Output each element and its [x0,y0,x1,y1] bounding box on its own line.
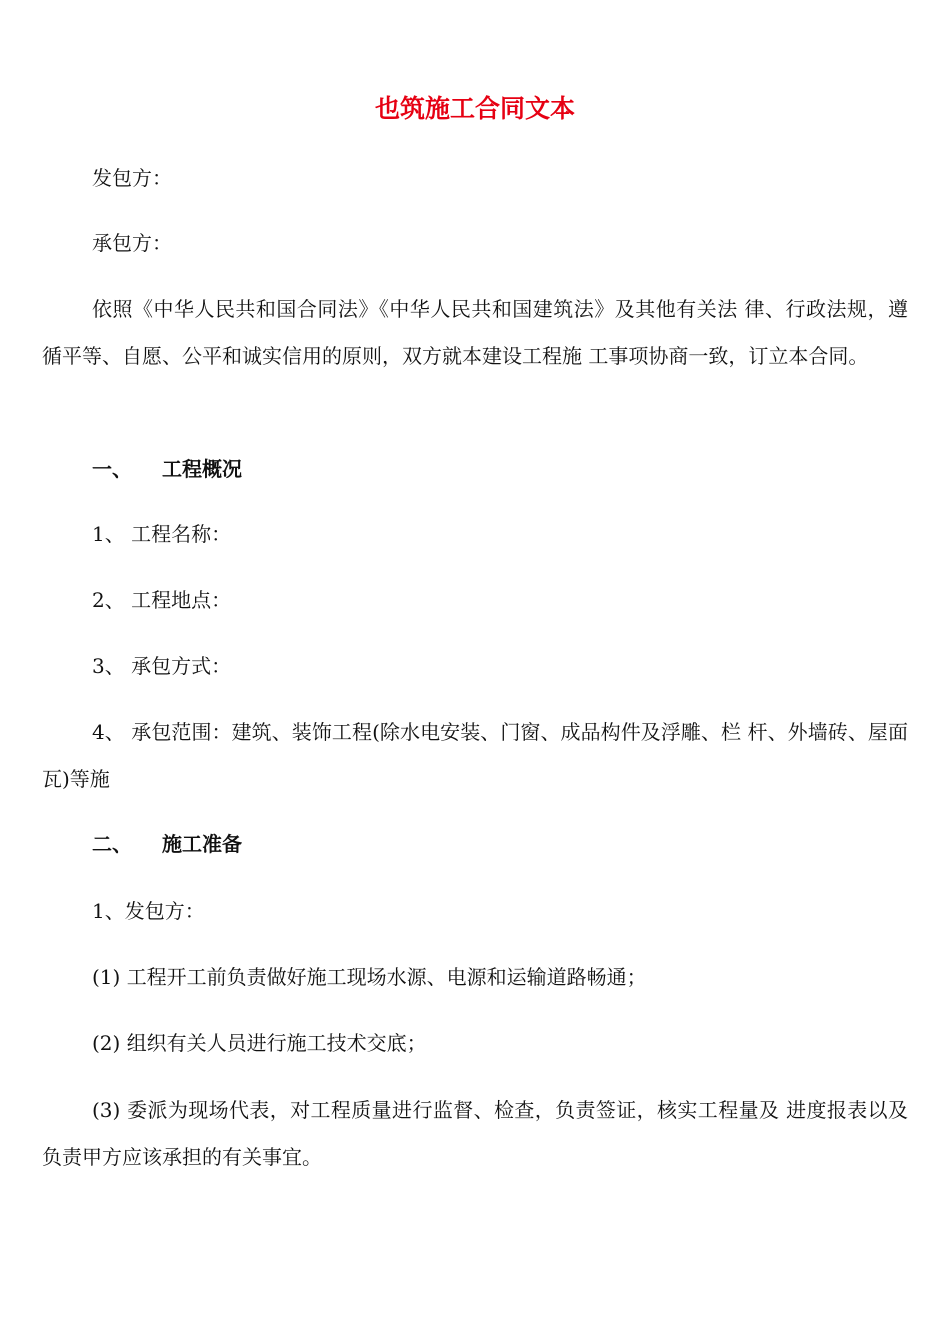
list-item-project-name: 1、 工程名称： [92,522,232,546]
document-title: 也筑施工合同文本 [374,94,575,123]
section-heading-overview [92,446,242,493]
list-item-contract-method: 3、 承包方式： [92,654,232,678]
preamble-paragraph: 依照《中华人民共和国合同法》《中华人民共和国建筑法》及其他有关法 律、行政法规，遵循平等、自愿、公平和诚实信用的原则，双方就本建设工程施 工事项协商一致，订立本合同。 [42,297,908,368]
party-a-line: 发包方： [92,166,172,190]
section-number: 二、 [92,832,132,856]
section-number: 一、 [92,457,132,481]
clause-1: (1) 工程开工前负责做好施工现场水源、电源和运输道路畅通； [92,965,647,989]
list-item-contract-scope: 4、 承包范围：建筑、装饰工程(除水电安装、门窗、成品构件及浮雕、栏 杆、外墙砖、屋面瓦)等施 [42,720,908,791]
section-heading-preparation [92,821,242,868]
list-item-project-location: 2、 工程地点： [92,588,232,612]
clause-3: (3) 委派为现场代表，对工程质量进行监督、检查，负责签证，核实工程量及 进度报表以及负责甲方应该承担的有关事宜。 [42,1098,908,1169]
section-title: 工程概况 [162,457,242,481]
party-b-line: 承包方： [92,231,172,255]
section-title: 施工准备 [162,832,242,856]
sub-heading-party-a: 1、发包方： [92,899,205,923]
clause-2: (2) 组织有关人员进行施工技术交底； [92,1031,427,1055]
